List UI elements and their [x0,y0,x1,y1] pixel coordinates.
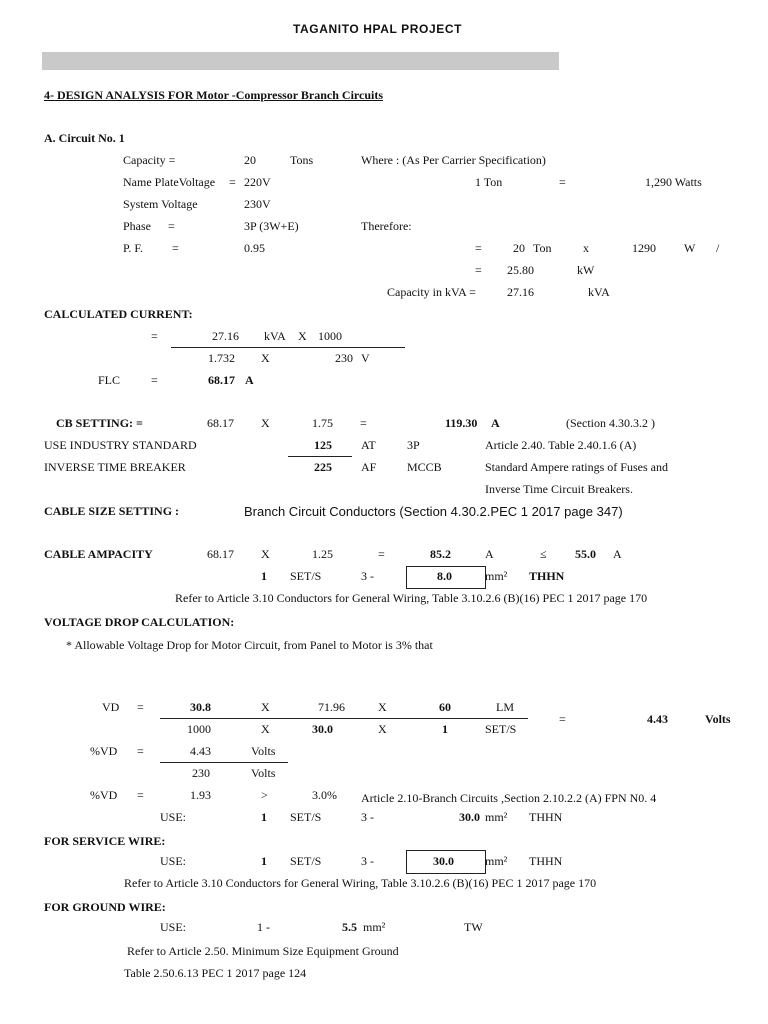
phase-value: 3P (3W+E) [244,219,299,233]
cable-ampacity-heading: CABLE AMPACITY [44,547,153,561]
ampacity-eq: = [378,547,385,561]
vd-use-sets: 1 [261,810,267,824]
ground-wire-type: TW [464,920,483,934]
standard-ratings-line2: Inverse Time Circuit Breakers. [485,482,633,496]
vd-den-x2: X [378,722,387,736]
service-size-unit: mm² [485,854,508,868]
system-voltage-label: System Voltage [123,197,198,211]
ampacity-result-unit: A [485,547,494,561]
pvd-den-unit: Volts [251,766,276,780]
capacity-label: Capacity = [123,153,176,167]
page-title: TAGANITO HPAL PROJECT [293,22,463,36]
pvd-fraction-line [160,762,288,763]
nameplate-value: 220V [244,175,271,189]
vd-num-x2: X [378,700,387,714]
vd-eq: = [137,700,144,714]
service-conductors: 3 - [361,854,374,868]
cb-x: X [261,416,270,430]
breaker-type: MCCB [407,460,442,474]
vd-result: 4.43 [647,712,668,726]
pf-eq: = [172,241,179,255]
calc1-ton-unit: Ton [533,241,552,255]
system-voltage-value: 230V [244,197,271,211]
service-wire-ref: Refer to Article 3.10 Conductors for General Wiring, Table 3.10.2.6 (B)(16) PEC 1 2017 page 170 [124,876,597,890]
ton-eq: = [559,175,566,189]
cable-wire-type: THHN [529,569,565,583]
cable-ampacity-ref: Refer to Article 3.10 Conductors for General Wiring, Table 3.10.2.6 (B)(16) PEC 1 2017 page 170 [175,591,648,605]
ampacity-limit-unit: A [613,547,622,561]
header-band [42,52,559,70]
voltage-drop-note: * Allowable Voltage Drop for Motor Circuit, from Panel to Motor is 3% that [66,638,433,652]
ground-ref-line2: Table 2.50.6.13 PEC 1 2017 page 124 [124,966,307,980]
standard-ratings-line1: Standard Ampere ratings of Fuses and [485,460,668,474]
phase-eq: = [168,219,175,233]
vd-num-current: 30.8 [190,700,211,714]
kva-unit: kVA [588,285,610,299]
cc-fraction-line [171,347,405,348]
cc-den-1732: 1.732 [208,351,235,365]
cb-setting-heading: CB SETTING: = [56,416,143,430]
vd-use-wire: THHN [529,810,563,824]
cb-result: 119.30 [445,416,478,430]
circuit-heading: A. Circuit No. 1 [44,131,125,145]
service-wire-heading: FOR SERVICE WIRE: [44,834,166,848]
vd-result-unit: Volts [705,712,731,726]
ampacity-le: ≤ [540,547,547,561]
at-af-separator [288,456,352,457]
kva-value: 27.16 [507,285,534,299]
section-title: 4- DESIGN ANALYSIS FOR Motor -Compressor Branch Circuits [44,88,384,102]
flc-unit: A [245,373,254,387]
calc2-eq: = [475,263,482,277]
ampacity-result: 85.2 [430,547,451,561]
vd-den-sets-unit: SET/S [485,722,517,736]
pf-value: 0.95 [244,241,265,255]
cc-num-x: X [298,329,307,343]
kva-label: Capacity in kVA = [387,285,476,299]
vd-num-x1: X [261,700,270,714]
industry-standard-label: USE INDUSTRY STANDARD [44,438,197,452]
at-unit: AT [361,438,376,452]
cb-flc-value: 68.17 [207,416,234,430]
ampacity-sets: 1 [261,569,267,583]
pvd-num: 4.43 [190,744,211,758]
pvd2-value: 1.93 [190,788,211,802]
calc1-x: x [583,241,589,255]
article-210-ref: Article 2.10-Branch Circuits ,Section 2.10.2.2 (A) FPN N0. 4 [361,791,657,805]
cable-size-heading: CABLE SIZE SETTING : [44,504,180,518]
branch-conductors-ref: Branch Circuit Conductors (Section 4.30.2.PEC 1 2017 page 347) [244,504,623,519]
pvd-num-unit: Volts [251,744,276,758]
service-sets: 1 [261,854,267,868]
vd-fraction-line [160,718,528,719]
cable-size-unit: mm² [485,569,508,583]
inverse-breaker-label: INVERSE TIME BREAKER [44,460,186,474]
cc-num-kva-unit: kVA [264,329,286,343]
vd-use-size: 30.0 [459,810,480,824]
vd-num-length-unit: LM [496,700,514,714]
vd-den-size: 30.0 [312,722,333,736]
ampacity-flc-value: 68.17 [207,547,234,561]
cb-eq: = [360,416,367,430]
vd-den-sets: 1 [442,722,448,736]
vd-use-conductors: 3 - [361,810,374,824]
cc-den-v-unit: V [361,351,370,365]
capacity-kw-value: 25.80 [507,263,534,277]
calculated-current-heading: CALCULATED CURRENT: [44,307,193,321]
pvd2-limit: 3.0% [312,788,337,802]
pvd2-gt: > [261,788,268,802]
calc1-eq: = [475,241,482,255]
capacity-kw-unit: kW [577,263,595,277]
phase-label: Phase [123,219,151,233]
flc-eq: = [151,373,158,387]
ground-conductors: 1 - [257,920,270,934]
cc-num-kva: 27.16 [212,329,239,343]
cb-section-ref: (Section 4.30.3.2 ) [566,416,655,430]
vd-den-x1: X [261,722,270,736]
at-value: 125 [314,438,332,452]
vd-result-eq: = [559,712,566,726]
where-text: Where : (As Per Carrier Specification) [361,153,546,167]
service-size-value: 30.0 [433,854,454,868]
calc1-tons: 20 [513,241,525,255]
ampacity-limit: 55.0 [575,547,596,561]
calc1-slash: / [716,241,720,255]
cb-result-unit: A [491,416,500,430]
nameplate-label: Name PlateVoltage [123,175,216,189]
service-wire-type: THHN [529,854,563,868]
service-sets-unit: SET/S [290,854,322,868]
cc-den-x: X [261,351,270,365]
pvd-den: 230 [192,766,210,780]
service-use-label: USE: [160,854,187,868]
ampacity-x: X [261,547,270,561]
pvd-label: %VD [90,744,118,758]
cb-factor: 1.75 [312,416,333,430]
af-unit: AF [361,460,377,474]
ground-ref-line1: Refer to Article 2.50. Minimum Size Equipment Ground [127,944,399,958]
cc-eq: = [151,329,158,343]
capacity-value: 20 [244,153,256,167]
vd-use-sets-unit: SET/S [290,810,322,824]
ampacity-sets-unit: SET/S [290,569,322,583]
voltage-drop-heading: VOLTAGE DROP CALCULATION: [44,615,235,629]
capacity-unit: Tons [290,153,314,167]
vd-num-resistance: 71.96 [318,700,345,714]
vd-label: VD [102,700,120,714]
ground-wire-heading: FOR GROUND WIRE: [44,900,166,914]
article-240-ref: Article 2.40. Table 2.40.1.6 (A) [485,438,637,452]
cable-size-value: 8.0 [437,569,452,583]
pvd2-eq: = [137,788,144,802]
pvd-eq: = [137,744,144,758]
ground-use-label: USE: [160,920,187,934]
ton-value: 1,290 Watts [645,175,702,189]
cc-num-1000: 1000 [318,329,342,343]
ground-size-unit: mm² [363,920,386,934]
nameplate-eq: = [229,175,236,189]
flc-value: 68.17 [208,373,235,387]
af-value: 225 [314,460,332,474]
pf-label: P. F. [123,241,144,255]
ground-size-value: 5.5 [342,920,357,934]
poles-value: 3P [407,438,420,452]
pvd2-label: %VD [90,788,118,802]
calc1-w-unit: W [684,241,696,255]
flc-label: FLC [98,373,121,387]
calc1-watts: 1290 [632,241,656,255]
vd-use-size-unit: mm² [485,810,508,824]
vd-num-length: 60 [439,700,451,714]
ton-label: 1 Ton [475,175,503,189]
ampacity-conductors: 3 - [361,569,374,583]
therefore-text: Therefore: [361,219,412,233]
vd-den-1000: 1000 [187,722,211,736]
vd-use-label: USE: [160,810,187,824]
ampacity-factor: 1.25 [312,547,333,561]
cc-den-230: 230 [335,351,353,365]
